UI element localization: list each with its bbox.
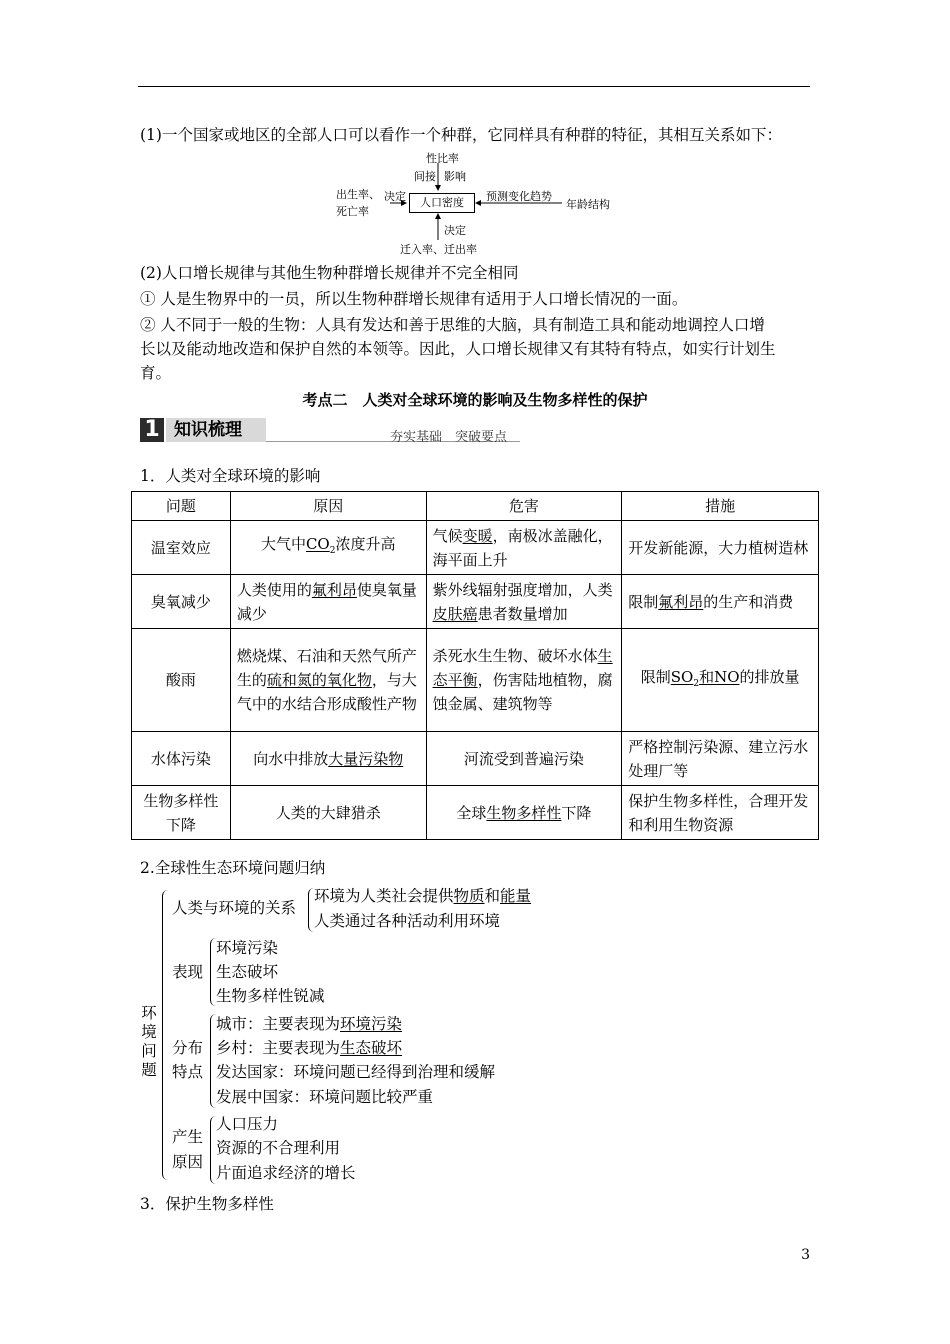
paragraph-3: ① 人是生物界中的一员，所以生物种群增长规律有适用于人口增长情况的一面。 — [140, 290, 688, 308]
tree-branch-cause-2: 原因 — [172, 1153, 204, 1171]
table-header: 问题 — [132, 492, 231, 521]
page-number: 3 — [801, 1247, 810, 1263]
tree-leaf: 环境污染 — [216, 939, 279, 957]
header-rule — [138, 86, 810, 87]
table-cell-harm: 杀死水生生物、破坏水体生态平衡，伤害陆地植物，腐蚀金属、建筑物等 — [426, 629, 622, 732]
table-row — [132, 629, 819, 732]
table-cell-issue: 生物多样性下降 — [132, 786, 231, 840]
table-header: 危害 — [426, 492, 622, 521]
tree-branch-distribution-2: 特点 — [172, 1063, 204, 1081]
table-cell-harm: 气候变暖，南极冰盖融化，海平面上升 — [426, 521, 622, 575]
diagram-determine-bottom: 决定 — [444, 224, 466, 237]
section-title: 考点二 人类对全球环境的影响及生物多样性的保护 — [302, 391, 648, 409]
diagram-sex-ratio: 性比率 — [426, 152, 459, 165]
paragraph-1: (1)一个国家或地区的全部人口可以看作一个种群，它同样具有种群的特征，其相互关系如下： — [140, 126, 782, 144]
table-cell-cause: 大气中$CO_2$浓度升高 — [230, 521, 426, 575]
table-cell-harm: 全球生物多样性下降 — [426, 786, 622, 840]
tree-branch-distribution-1: 分布 — [172, 1039, 204, 1057]
diagram-predict-trend: 预测变化趋势 — [486, 190, 552, 203]
population-diagram — [330, 148, 630, 258]
table-cell-measure: 开发新能源，大力植树造林 — [622, 521, 819, 575]
impact-table — [131, 491, 819, 840]
tree-branch-relation: 人类与环境的关系 — [172, 899, 297, 917]
tree-leaf: 资源的不合理利用 — [216, 1139, 341, 1157]
tree-leaf: 环境为人类社会提供物质和能量 — [314, 887, 532, 905]
tree-leaf: 生态破坏 — [216, 963, 279, 981]
paragraph-4-line3: 育。 — [140, 364, 172, 382]
tree-leaf: 生物多样性锐减 — [216, 987, 325, 1005]
diagram-population-density: 人口密度 — [409, 193, 475, 213]
diagram-influence: 影响 — [444, 170, 466, 183]
tree-leaf: 乡村：主要表现为生态破坏 — [216, 1039, 403, 1057]
table-cell-issue: 酸雨 — [132, 629, 231, 732]
table-header: 措施 — [622, 492, 819, 521]
tree-leaf: 人口压力 — [216, 1115, 279, 1133]
table-row — [132, 786, 819, 840]
table-cell-cause: 向水中排放大量污染物 — [230, 732, 426, 786]
table-cell-cause: 燃烧煤、石油和天然气所产生的硫和氮的氧化物，与大气中的水结合形成酸性产物 — [230, 629, 426, 732]
tree-leaf: 发展中国家：环境问题比较严重 — [216, 1088, 434, 1106]
table-cell-measure: 严格控制污染源、建立污水处理厂等 — [622, 732, 819, 786]
table-cell-measure: 限制氟利昂的生产和消费 — [622, 575, 819, 629]
table-cell-issue: 臭氧减少 — [132, 575, 231, 629]
diagram-migration-rates: 迁入率、迁出率 — [400, 243, 477, 256]
paragraph-4-line1: ② 人不同于一般的生物：人具有发达和善于思维的大脑，具有制造工具和能动地调控人口增 — [140, 316, 765, 334]
paragraph-2: (2)人口增长规律与其他生物种群增长规律并不完全相同 — [140, 264, 519, 282]
table-cell-issue: 水体污染 — [132, 732, 231, 786]
banner-title: 知识梳理 — [166, 418, 266, 442]
table-cell-issue: 温室效应 — [132, 521, 231, 575]
table-cell-cause: 人类的大肆猎杀 — [230, 786, 426, 840]
table-cell-measure: 限制$SO_2$和NO的排放量 — [622, 629, 819, 732]
item-2: 2.全球性生态环境问题归纳 — [140, 859, 326, 877]
table-row — [132, 575, 819, 629]
root-brace — [162, 890, 169, 1180]
table-cell-cause: 人类使用的氟利昂使臭氧量减少 — [230, 575, 426, 629]
diagram-determine-left: 决定 — [384, 190, 406, 203]
paragraph-4-line2: 长以及能动地改造和保护自然的本领等。因此，人口增长规律又有其特有特点，如实行计划生 — [140, 340, 776, 358]
table-row — [132, 521, 819, 575]
diagram-indirect: 间接 — [414, 170, 436, 183]
table-cell-harm: 河流受到普遍污染 — [426, 732, 622, 786]
banner-number: 1 — [140, 418, 164, 442]
table-cell-harm: 紫外线辐射强度增加，人类皮肤癌患者数量增加 — [426, 575, 622, 629]
diagram-age-structure: 年龄结构 — [566, 198, 610, 211]
tree-branch-manifestation: 表现 — [172, 963, 204, 981]
tree-leaf: 发达国家：环境问题已经得到治理和缓解 — [216, 1063, 496, 1081]
tree-branch-cause-1: 产生 — [172, 1128, 204, 1146]
diagram-birth-rate: 出生率、 — [336, 188, 380, 201]
table-row — [132, 732, 819, 786]
table-header-row — [132, 492, 819, 521]
item-3: 3．保护生物多样性 — [140, 1195, 274, 1213]
diagram-death-rate: 死亡率 — [336, 205, 369, 218]
table-header: 原因 — [230, 492, 426, 521]
tree-leaf: 人类通过各种活动利用环境 — [314, 912, 501, 930]
table-cell-measure: 保护生物多样性，合理开发和利用生物资源 — [622, 786, 819, 840]
environment-issue-tree — [138, 880, 558, 1190]
banner-subtitle: 夯实基础 突破要点 — [390, 430, 508, 445]
tree-root: 环 境 问 题 — [141, 1004, 157, 1079]
item-1: 1．人类对全球环境的影响 — [140, 467, 321, 485]
tree-leaf: 城市：主要表现为环境污染 — [216, 1015, 403, 1033]
tree-leaf: 片面追求经济的增长 — [216, 1164, 356, 1182]
